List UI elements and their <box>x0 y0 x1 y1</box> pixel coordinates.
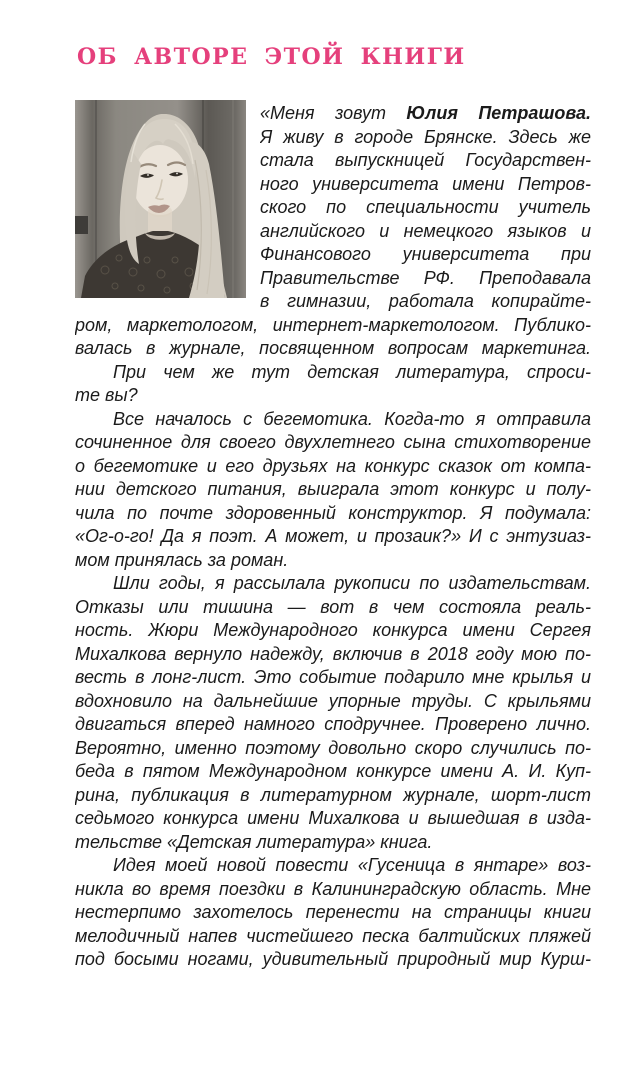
text-line: ность. Жюри Международного конкурса имени Сергея <box>75 620 591 640</box>
text-line: нии детского питания, выиграла этот конкурс и полу- <box>75 479 591 499</box>
author-photo <box>75 100 246 298</box>
text-line: «Ог-о-го! Да я поэт. А может, и прозаик?» И с энтузиаз- <box>75 526 591 546</box>
text-line: беда в пятом Международном конкурсе имени А. И. Куп- <box>75 761 591 781</box>
intro-text-column <box>260 100 591 314</box>
text-line: вдохновило на дальнейшие упорные труды. С крыльями <box>75 690 591 711</box>
text-line: о бегемотике и его друзьях на конкурс сказок от компа- <box>75 455 591 476</box>
author-portrait-image <box>75 100 246 298</box>
author-name: Юлия Петрашова. <box>406 103 591 123</box>
text-line: рина, публикация в литературном журнале, шорт-лист <box>75 784 591 805</box>
page-title: ОБ АВТОРЕ ЭТОЙ КНИГИ <box>77 44 466 70</box>
text-line: ного университета имени Петров- <box>260 173 591 194</box>
text-line: Все началось с бегемотика. Когда-то я отправила <box>113 408 591 429</box>
text-line: нестерпимо захотелось перенести на страницы книги <box>75 902 591 922</box>
text-line: чила по почте здоровенный конструктор. Я подумала: <box>75 502 591 523</box>
text-line: мом принялась за роман. <box>75 549 289 570</box>
text-line: Вероятно, именно поэтому довольно скоро случились по- <box>75 737 591 758</box>
text-line-intro <box>260 102 591 126</box>
text-line: сочиненное для своего двухлетнего сына стихотворение <box>75 432 591 452</box>
text-line: никла во время поездки в Калининградскую область. Мне <box>75 878 591 899</box>
body-text <box>75 314 591 972</box>
text-line: весть в лонг-лист. Это событие подарило мне крылья и <box>75 667 591 687</box>
text-line: Я живу в городе Брянске. Здесь же <box>260 126 591 147</box>
text-line: тельстве «Детская литература» книга. <box>75 831 433 852</box>
text-line: валась в журнале, посвященном вопросам маркетинга. <box>75 338 591 358</box>
text-line: английского и немецкого языков и <box>260 220 591 241</box>
page-content <box>75 100 591 972</box>
text-line: в гимназии, работала копирайте- <box>260 291 591 311</box>
text-line: Правительстве РФ. Преподавала <box>260 267 591 288</box>
intro-lead-in: «Меня зовут <box>260 103 386 123</box>
text-line: Финансового университета при <box>260 244 591 264</box>
text-line: стала выпускницей Государствен- <box>260 150 591 170</box>
text-line: ского по специальности учитель <box>260 197 591 217</box>
text-line: мелодичный напев чистейшего песка балтийских пляжей <box>75 925 591 946</box>
text-line: При чем же тут детская литература, спроси- <box>113 361 591 382</box>
text-line: те вы? <box>75 385 138 405</box>
text-line: ром, маркетологом, интернет-маркетологом. Публико- <box>75 314 591 335</box>
intro-lines <box>260 126 591 314</box>
text-line: Отказы или тишина — вот в чем состояла реаль- <box>75 596 591 617</box>
text-line: Михалкова вернуло надежду, включив в 2018 году мою по- <box>75 643 591 664</box>
text-line: двигаться вперед намного сподручнее. Проверено лично. <box>75 714 591 734</box>
text-line: Шли годы, я рассылала рукописи по издательствам. <box>113 573 591 593</box>
text-line: седьмого конкурса имени Михалкова и вышедшая в изда- <box>75 808 591 828</box>
text-line: под босыми ногами, удивительный природный мир Курш- <box>75 949 591 969</box>
text-line: Идея моей новой повести «Гусеница в янтаре» воз- <box>113 855 591 875</box>
intro-section <box>75 100 591 314</box>
